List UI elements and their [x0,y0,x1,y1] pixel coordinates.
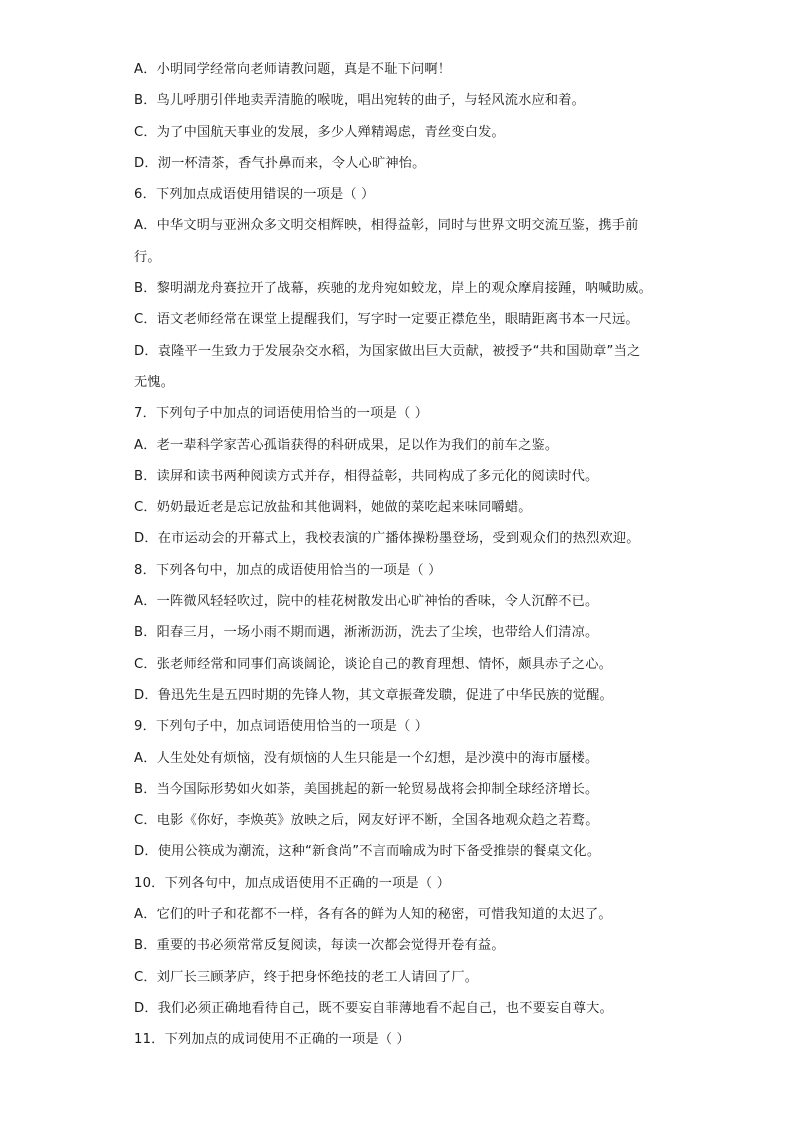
question-stem: 7．下列句子中加点的词语使用恰当的一项是（ ） [134,406,429,422]
option-line: B．当今国际形势如火如荼，美国挑起的新一轮贸易战将会抑制全球经济增长。 [134,781,599,797]
option-line: D．袁隆平一生致力于发展杂交水稻，为国家做出巨大贡献，被授予“共和国勋章”当之 [134,343,641,359]
option-line: D．沏一杯清茶，香气扑鼻而来，令人心旷神怡。 [134,155,426,171]
option-line: A．一阵微风轻轻吹过，院中的桂花树散发出心旷神怡的香味，令人沉醉不已。 [134,594,599,610]
question-stem: 6．下列加点成语使用错误的一项是（ ） [134,187,375,203]
option-line: B．阳春三月，一场小雨不期而遇，淅淅沥沥，洗去了尘埃，也带给人们清凉。 [134,625,599,641]
option-line: C．语文老师经常在课堂上提醒我们，写字时一定要正襟危坐，眼睛距离书本一尺远。 [134,312,639,328]
option-line: D．使用公筷成为潮流，这种“新食尚”不言而喻成为时下备受推崇的餐桌文化。 [134,844,601,860]
option-line: A．中华文明与亚洲众多文明交相辉映，相得益彰，同时与世界文明交流互鉴，携手前 [134,218,639,234]
option-line: B．鸟儿呼朋引伴地卖弄清脆的喉咙，唱出宛转的曲子，与轻风流水应和着。 [134,93,586,109]
question-stem: 8．下列各句中，加点的成语使用恰当的一项是（ ） [134,562,442,578]
question-stem: 11．下列加点的成词使用不正确的一项是（ ） [134,1032,410,1048]
option-line: A．小明同学经常向老师请教问题，真是不耻下问啊！ [134,62,452,77]
option-line: B．重要的书必须常常反复阅读，每读一次都会觉得开卷有益。 [134,938,505,954]
option-line: A．它们的叶子和花都不一样，各有各的鲜为人知的秘密，可惜我知道的太迟了。 [134,907,612,923]
option-line: C．奶奶最近老是忘记放盐和其他调料，她做的菜吃起来味同嚼蜡。 [134,500,532,516]
option-line-continued: 无愧。 [134,374,175,390]
option-line: B．读屏和读书两种阅读方式并存，相得益彰，共同构成了多元化的阅读时代。 [134,468,599,484]
option-line: C．张老师经常和同事们高谈阔论，谈论自己的教育理想、情怀，颇具赤子之心。 [134,656,612,672]
option-line: B．黎明湖龙舟赛拉开了战幕，疾驰的龙舟宛如蛟龙，岸上的观众摩肩接踵，呐喊助威。 [134,281,652,297]
option-line: C．电影《你好，李焕英》放映之后，网友好评不断，全国各地观众趋之若鹜。 [134,813,599,829]
option-line: D．我们必须正确地看待自己，既不要妄自菲薄地看不起自己，也不要妄自尊大。 [134,1000,613,1016]
option-line: A．人生处处有烦恼，没有烦恼的人生只能是一个幻想，是沙漠中的海市蜃楼。 [134,750,599,766]
option-line: D．鲁迅先生是五四时期的先锋人物，其文章振聋发聩，促进了中华民族的觉醒。 [134,687,613,703]
option-line: C．刘厂长三顾茅庐，终于把身怀绝技的老工人请回了厂。 [134,969,479,985]
question-stem: 10．下列各句中，加点成语使用不正确的一项是（ ） [134,875,451,891]
option-line: D．在市运动会的开幕式上，我校表演的广播体操粉墨登场，受到观众们的热烈欢迎。 [134,531,640,547]
question-stem: 9．下列句子中，加点词语使用恰当的一项是（ ） [134,719,429,735]
document-page [134,62,664,1064]
option-line: C．为了中国航天事业的发展，多少人殚精竭虑，青丝变白发。 [134,124,505,140]
option-line-continued: 行。 [134,249,161,265]
option-line: A．老一辈科学家苦心孤诣获得的科研成果，足以作为我们的前车之鉴。 [134,437,559,453]
